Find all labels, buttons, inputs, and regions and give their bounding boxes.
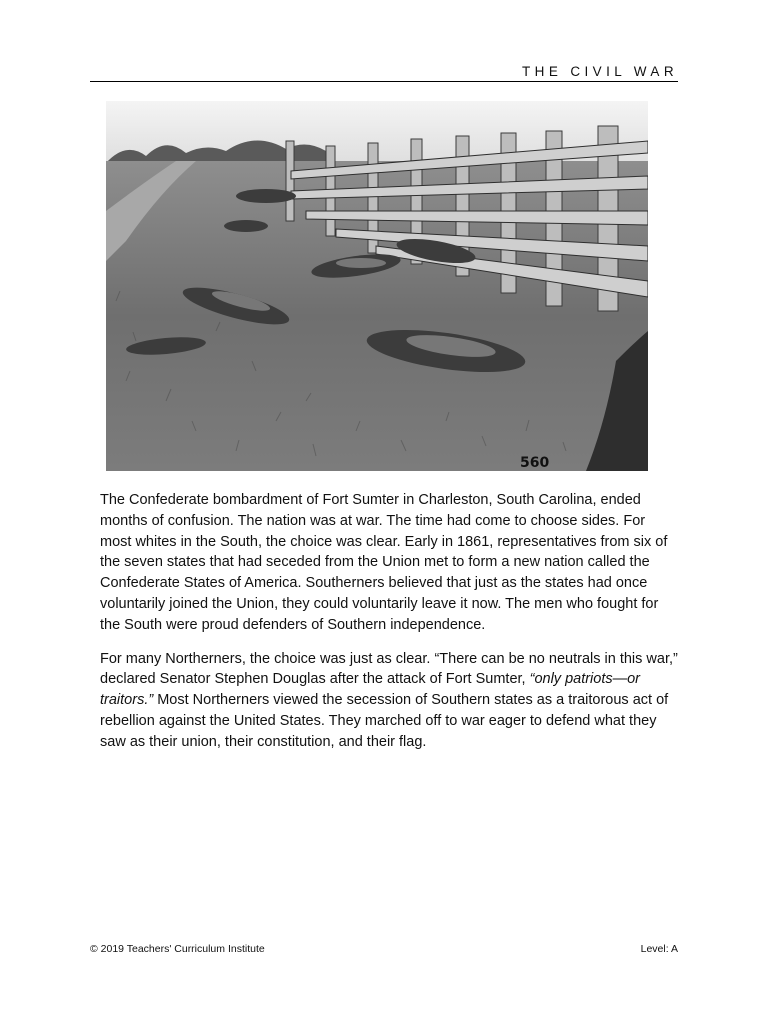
paragraph-2-rest: Most Northerners viewed the secession of Southern states as a traitorous act of rebellion against the United States. They marched off to war eager to defend what they saw as their union, their constitution, and their flag.	[100, 692, 669, 750]
header-rule	[90, 81, 678, 82]
battlefield-photograph	[106, 101, 648, 471]
article-body	[100, 490, 680, 766]
article-paragraph-1: The Confederate bombardment of Fort Sumter in Charleston, South Carolina, ended months of confusion. The nation was at war. The time had come to choose sides. For most whites in the South, the choice was clear. Early in 1861, representatives from six of the seven states that had seceded from the Union met to form a new nation called the Confederate States of America. Southerners believed that just as the states had once voluntarily joined the Union, they could voluntarily leave it now. The men who fought for the South were proud defenders of Southern independence.	[100, 492, 668, 633]
footer-copyright: © 2019 Teachers' Curriculum Institute	[90, 943, 265, 955]
paragraph-2-intro: For many Northerners, the choice was just as clear. “There can be no neutrals in this war,” declared Senator Stephen Douglas after the attack of Fort Sumter,	[100, 650, 678, 688]
photo-plate-number: 560	[520, 455, 550, 471]
douglas-quote: “only patriots—or traitors.”	[100, 671, 641, 709]
footer-level: Level: A	[640, 943, 678, 955]
article-paragraph-2	[100, 649, 680, 753]
running-header-title: THE CIVIL WAR	[522, 64, 678, 79]
